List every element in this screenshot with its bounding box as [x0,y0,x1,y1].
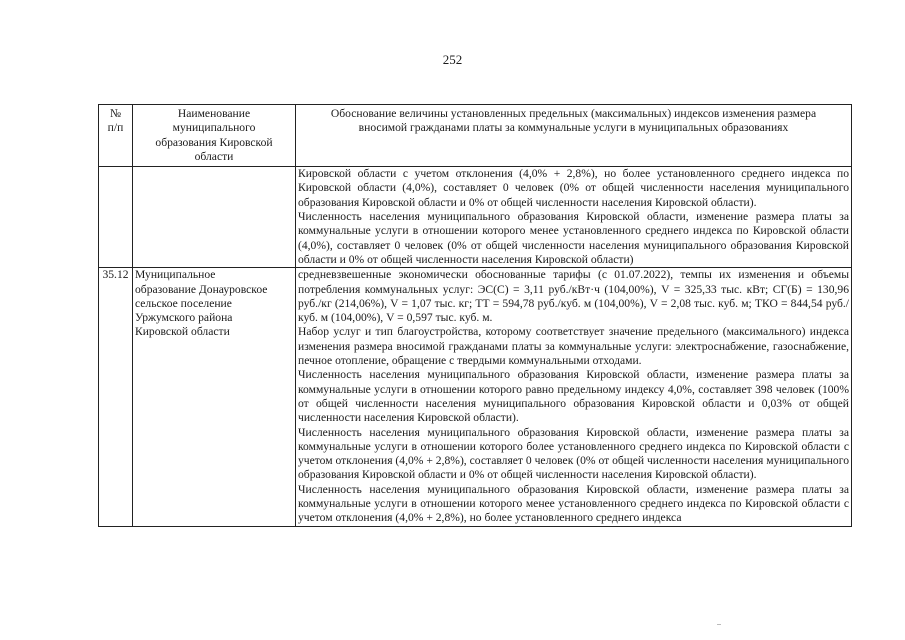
header-justification-line: Обоснование величины установленных предельных (максимальных) индексов изменения размера [330,107,817,120]
name-line: Муниципальное [135,268,216,282]
justification-paragraph: Численность населения муниципального образования Кировской области, изменение размера платы за коммунальные услуги в отношении которого менее установленного среднего индекса по Кировской области (4,0%), составляет 0 человек (0% от общей численности населения муниципального образования Кировской области и 0% от общей численности населения Кировской области) [298,210,849,266]
row-justification [296,167,852,268]
row-municipality-name [133,167,296,268]
row-justification [296,268,852,526]
justification-paragraph: Набор услуг и тип благоустройства, которому соответствует значение предельного (максимального) индекса изменения размера вносимой гражданами платы за коммунальные услуги: электроснабжение, газоснабжение, печное отопление, обращение с твердыми коммунальными отходами. [298,325,849,368]
header-number-line: № [109,107,122,120]
table-row [99,268,852,526]
justification-paragraph: Численность населения муниципального образования Кировской области, изменение размера платы за коммунальные услуги в отношении которого более установленного среднего индекса по Кировской области с учетом отклонения (4,0% + 2,8%), составляет 0 человек (0% от общей численности населения муниципального образования Кировской области и 0% от общей численности населения Кировской области). [298,425,849,482]
header-number [99,105,133,167]
row-number [99,167,133,268]
header-municipality-name [133,105,296,167]
table-row [99,167,852,268]
justification-paragraph: Численность населения муниципального образования Кировской области, изменение размера платы за коммунальные услуги в отношении которого менее установленного среднего индекса по Кировской области с учетом отклонения (4,0% + 2,8%), но более установленного среднего индекса [298,482,849,525]
header-justification [296,105,852,167]
name-line: Кировской области [135,325,230,339]
header-name-line: муниципального [172,121,256,135]
justification-paragraph: средневзвешенные экономически обоснованные тарифы (с 01.07.2022), темпы их изменения и объемы потребления коммунальных услуг: ЭС(С) = 3,11 руб./кВт·ч (104,00%), V = 325,33 тыс. кВт; СГ(Б) = 130,96 руб./кг (214,06%), V = 1,07 тыс. кг; ТТ = 594,78 руб./куб. м (104,00%), V = 2,08 тыс. куб. м; ТКО = 844,54 руб./куб. м (104,00%), V = 0,597 тыс. куб. м. [298,268,849,325]
header-justification-line: вносимой гражданами платы за коммунальные услуги в муниципальных образованиях [358,121,789,135]
header-name-line: области [194,149,234,163]
scan-speck [717,624,721,625]
justification-paragraph: Численность населения муниципального образования Кировской области, изменение размера платы за коммунальные услуги в отношении которого равно предельному индексу 4,0%, составляет 398 человек (100% от общей численности населения муниципального образования Кировской области и 0,03% от общей численности населения Кировской области). [298,368,849,425]
name-line: Уржумского района [135,311,233,325]
name-line: образование Донауровское [135,282,268,296]
row-number: 35.12 [99,268,133,526]
row-municipality-name [133,268,296,526]
header-name-line: Наименование [177,107,251,120]
justification-paragraph: Кировской области с учетом отклонения (4,0% + 2,8%), но более установленного среднего индекса по Кировской области (4,0%), составляет 0 человек (0% от общей численности населения муниципального образования Кировской области и 0% от общей численности населения Кировской области). [298,167,849,209]
header-number-line: п/п [107,121,124,135]
name-line: сельское поселение [135,296,232,310]
tariff-index-table [98,104,852,527]
header-name-line: образования Кировской [155,135,273,149]
page-number: 252 [442,52,463,67]
table-header-row [99,105,852,167]
